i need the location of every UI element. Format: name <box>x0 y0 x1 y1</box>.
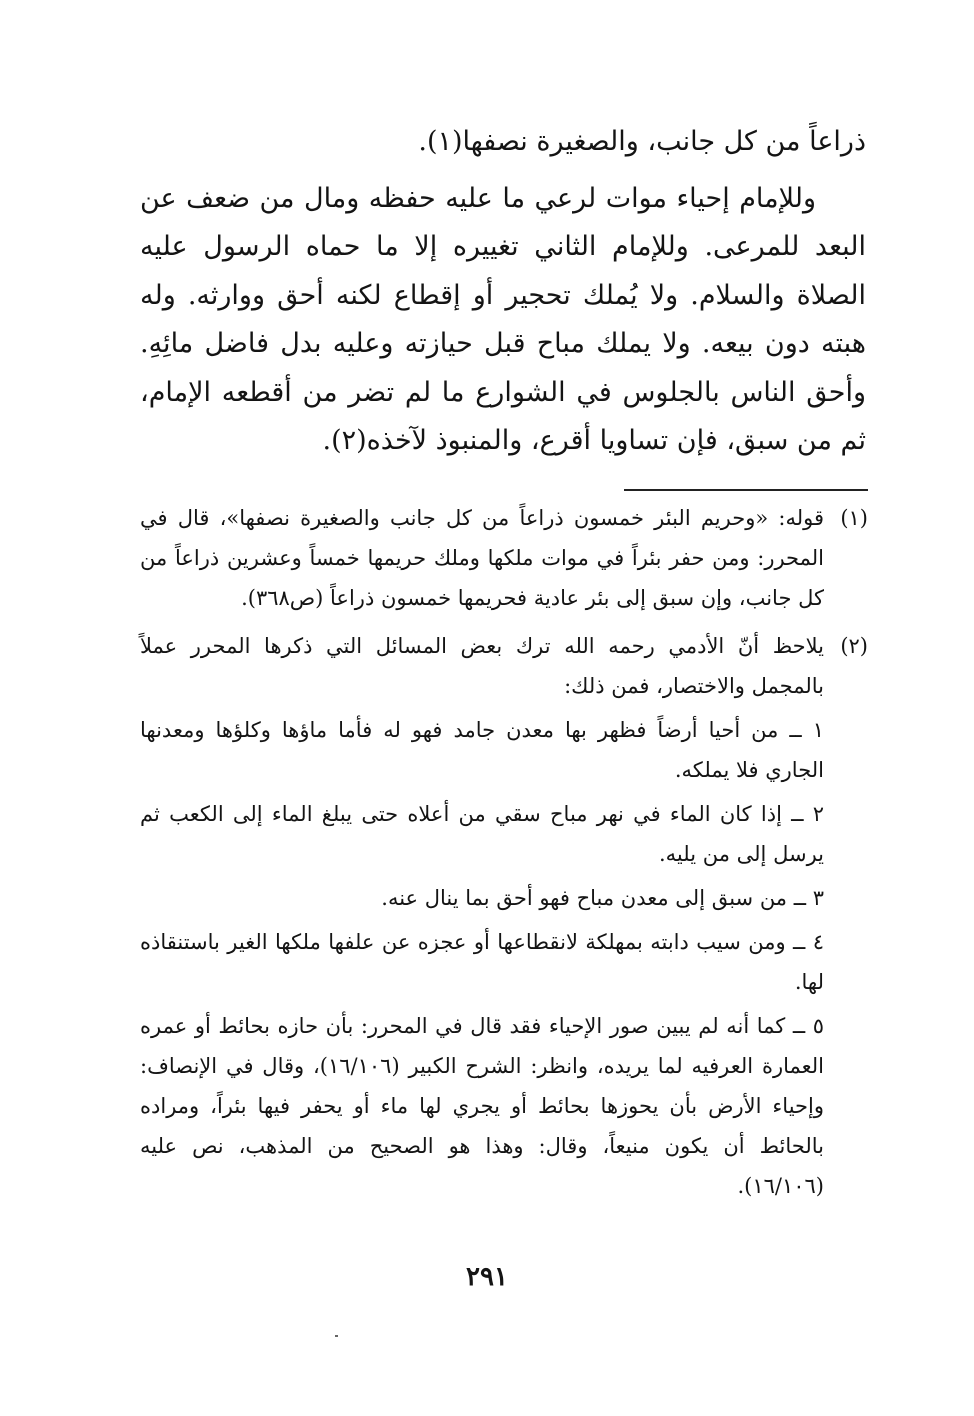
footnote-2-item-2: ٢ ــ إذا كان الماء في نهر مباح سقي من أعلاه حتى يبلغ الماء إلى الكعب ثم يرسل إلى من يليه. <box>140 802 824 866</box>
footnote-separator <box>624 489 868 491</box>
scan-speck <box>335 1335 338 1337</box>
footnote-1 <box>140 498 868 622</box>
page-number: ٢٩١ <box>466 1262 508 1292</box>
footnote-2-item-1: ١ ــ من أحيا أرضاً فظهر بها معدن جامد فهو له فأما ماؤها وكلؤها ومعدنها الجاري فلا يملكه. <box>140 718 824 782</box>
footnote-2 <box>140 626 868 1210</box>
footnote-2-item-3: ٣ ــ من سبق إلى معدن مباح فهو أحق بما ينال عنه. <box>381 886 824 910</box>
footnote-2-intro: يلاحظ أنّ الأدمي رحمه الله ترك بعض المسائل التي ذكرها المحرر عملاً بالمجمل والاختصار، فمن ذلك: <box>140 634 824 698</box>
paragraph-continuation: ذراعاً من كل جانب، والصغيرة نصفها(١). <box>418 126 866 157</box>
footnote-1-number: (١) <box>840 506 868 530</box>
footnote-2-item-4: ٤ ــ ومن سيب دابته بمهلكة لانقطاعها أو عجزه عن علفها ملكها الغير باستنقاذه لها. <box>140 930 824 994</box>
footnotes <box>140 498 868 1214</box>
footnote-2-item-5: ٥ ــ كما أنه لم يبين صور الإحياء فقد قال في المحرر: بأن حازه بحائط أو عمره العمارة العرفيه لما يريده، وانظر: الشرح الكبير (١٦/١٠٦)، وقال في الإنصاف: وإحياء الأرض بأن يحوزها بحائط أو يجري لها ماء أو يحفر فيها بئراً، ومراده بالحائط أن يكون منيعاً، وقال: وهذا هو الصحيح من المذهب، نص عليه (١٦/١٠٦). <box>140 1014 824 1198</box>
footnote-1-text: قوله: «وحريم البئر خمسون ذراعاً من كل جانب والصغيرة نصفها»، قال في المحرر: ومن حفر بئراً في موات ملكها وملك حريمها خمساً وعشرين ذراعاً من كل جانب، وإن سبق إلى بئر عادية فحريمها خمسون ذراعاً (ص٣٦٨). <box>140 506 824 610</box>
footnote-2-number: (٢) <box>840 634 868 658</box>
main-text <box>140 118 866 466</box>
paragraph-imam-rulings: وللإمام إحياء موات لرعي ما عليه حفظه ومال من ضعف عن البعد للمرعى. وللإمام الثاني تغييره إلا ما حماه الرسول عليه الصلاة والسلام. ولا يُملك تحجير أو إقطاع لكنه أحق ووارثه. وله هبته دون بيعه. ولا يملك مباح قبل حيازته وعليه بدل فاضل مائِهِ. وأحق الناس بالجلوس في الشوارع ما لم تضر من أقطعه الإمام، ثم من سبق، فإن تساويا أقرع، والمنبوذ لآخذه(٢). <box>140 182 866 456</box>
